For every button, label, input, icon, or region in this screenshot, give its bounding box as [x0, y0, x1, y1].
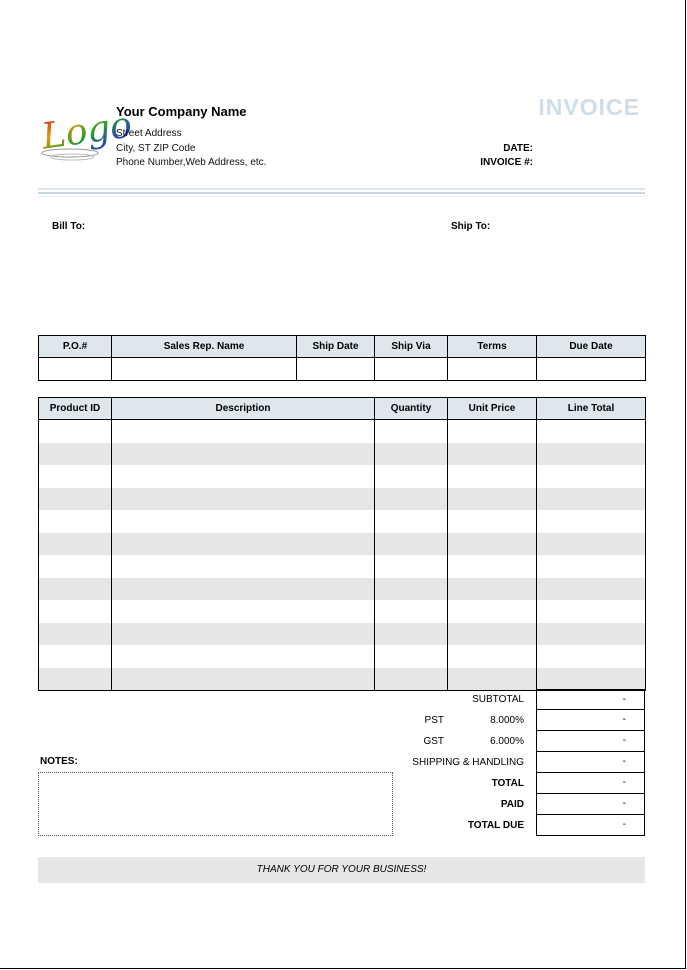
table-row — [39, 510, 646, 533]
pst-value: - — [536, 710, 645, 731]
product-id-cell[interactable] — [39, 645, 112, 668]
quantity-cell[interactable] — [375, 645, 448, 668]
column-header: Sales Rep. Name — [112, 336, 297, 358]
table-row — [39, 533, 646, 556]
invoice-title: INVOICE — [538, 94, 640, 120]
quantity-cell[interactable] — [375, 533, 448, 556]
line-total-cell[interactable] — [537, 668, 646, 691]
product-id-cell[interactable] — [39, 578, 112, 601]
line-items-table — [38, 397, 646, 691]
description-cell[interactable] — [112, 623, 375, 646]
description-cell[interactable] — [112, 488, 375, 511]
ship-date-cell[interactable] — [297, 358, 375, 381]
total-due-value: - — [536, 815, 645, 836]
line-total-cell[interactable] — [537, 420, 646, 443]
unit-price-cell[interactable] — [448, 443, 537, 466]
quantity-cell[interactable] — [375, 510, 448, 533]
company-logo — [39, 95, 135, 167]
description-cell[interactable] — [112, 420, 375, 443]
quantity-cell[interactable] — [375, 555, 448, 578]
line-total-cell[interactable] — [537, 600, 646, 623]
gst-label: GST — [423, 736, 444, 747]
product-id-cell[interactable] — [39, 623, 112, 646]
notes-label: NOTES: — [40, 756, 78, 767]
line-total-cell[interactable] — [537, 443, 646, 466]
notes-field[interactable] — [38, 772, 393, 836]
subtotal-label: SUBTOTAL — [472, 694, 524, 705]
description-cell[interactable] — [112, 578, 375, 601]
header-divider — [38, 188, 645, 190]
due-date-cell[interactable] — [537, 358, 646, 381]
product-id-cell[interactable] — [39, 555, 112, 578]
quantity-cell[interactable] — [375, 465, 448, 488]
description-cell[interactable] — [112, 600, 375, 623]
invoice-number-label: INVOICE #: — [480, 157, 533, 168]
gst-rate: 6.000% — [490, 736, 524, 747]
product-id-cell[interactable] — [39, 533, 112, 556]
unit-price-cell[interactable] — [448, 555, 537, 578]
ship-via-cell[interactable] — [375, 358, 448, 381]
table-row — [39, 623, 646, 646]
line-total-cell[interactable] — [537, 645, 646, 668]
unit-price-cell[interactable] — [448, 645, 537, 668]
table-row — [39, 420, 646, 443]
column-header: Quantity — [375, 398, 448, 420]
table-row — [39, 645, 646, 668]
pst-label: PST — [424, 715, 444, 726]
column-header: Terms — [448, 336, 537, 358]
city-state-zip: City, ST ZIP Code — [116, 143, 196, 154]
line-total-cell[interactable] — [537, 510, 646, 533]
total-value: - — [536, 773, 645, 794]
unit-price-cell[interactable] — [448, 668, 537, 691]
column-header: Product ID — [39, 398, 112, 420]
column-header: Ship Via — [375, 336, 448, 358]
quantity-cell[interactable] — [375, 443, 448, 466]
table-row — [39, 555, 646, 578]
company-name: Your Company Name — [116, 104, 247, 119]
description-cell[interactable] — [112, 668, 375, 691]
shipping-value: - — [536, 752, 645, 773]
thank-you-banner: THANK YOU FOR YOUR BUSINESS! — [38, 857, 645, 883]
unit-price-cell[interactable] — [448, 465, 537, 488]
description-cell[interactable] — [112, 555, 375, 578]
sales-rep-cell[interactable] — [112, 358, 297, 381]
column-header: Line Total — [537, 398, 646, 420]
line-total-cell[interactable] — [537, 555, 646, 578]
column-header: Due Date — [537, 336, 646, 358]
quantity-cell[interactable] — [375, 600, 448, 623]
ship-to-label: Ship To: — [451, 221, 491, 232]
column-header: Description — [112, 398, 375, 420]
table-row — [39, 668, 646, 691]
column-header: Ship Date — [297, 336, 375, 358]
unit-price-cell[interactable] — [448, 600, 537, 623]
quantity-cell[interactable] — [375, 578, 448, 601]
header-divider-2 — [38, 192, 645, 194]
description-cell[interactable] — [112, 465, 375, 488]
line-total-cell[interactable] — [537, 623, 646, 646]
phone-web: Phone Number,Web Address, etc. — [116, 157, 267, 168]
product-id-cell[interactable] — [39, 443, 112, 466]
product-id-cell[interactable] — [39, 668, 112, 691]
header-divider-3 — [38, 196, 645, 197]
line-total-cell[interactable] — [537, 578, 646, 601]
product-id-cell[interactable] — [39, 510, 112, 533]
paid-label: PAID — [500, 799, 524, 810]
description-cell[interactable] — [112, 645, 375, 668]
gst-value: - — [536, 731, 645, 752]
total-due-label: TOTAL DUE — [467, 820, 524, 831]
description-cell[interactable] — [112, 510, 375, 533]
svg-text:Logo: Logo — [39, 104, 135, 158]
date-label: DATE: — [503, 143, 533, 154]
product-id-cell[interactable] — [39, 420, 112, 443]
description-cell[interactable] — [112, 533, 375, 556]
quantity-cell[interactable] — [375, 668, 448, 691]
column-header: Unit Price — [448, 398, 537, 420]
unit-price-cell[interactable] — [448, 488, 537, 511]
line-total-cell[interactable] — [537, 465, 646, 488]
street-address: Street Address — [116, 128, 182, 139]
line-total-cell[interactable] — [537, 488, 646, 511]
product-id-cell[interactable] — [39, 488, 112, 511]
quantity-cell[interactable] — [375, 488, 448, 511]
pst-rate: 8.000% — [490, 715, 524, 726]
paid-value: - — [536, 794, 645, 815]
table-row — [39, 443, 646, 466]
bill-to-label: Bill To: — [52, 221, 86, 232]
unit-price-cell[interactable] — [448, 578, 537, 601]
description-cell[interactable] — [112, 443, 375, 466]
table-row — [39, 578, 646, 601]
unit-price-cell[interactable] — [448, 510, 537, 533]
unit-price-cell[interactable] — [448, 533, 537, 556]
column-header: P.O.# — [39, 336, 112, 358]
order-info-table — [38, 335, 646, 381]
unit-price-cell[interactable] — [448, 420, 537, 443]
table-row — [39, 488, 646, 511]
total-label: TOTAL — [491, 778, 524, 789]
po-cell[interactable] — [39, 358, 112, 381]
shipping-label: SHIPPING & HANDLING — [412, 757, 524, 768]
terms-cell[interactable] — [448, 358, 537, 381]
product-id-cell[interactable] — [39, 465, 112, 488]
table-row — [39, 600, 646, 623]
line-total-cell[interactable] — [537, 533, 646, 556]
table-row — [39, 465, 646, 488]
quantity-cell[interactable] — [375, 420, 448, 443]
product-id-cell[interactable] — [39, 600, 112, 623]
subtotal-value: - — [536, 689, 645, 710]
unit-price-cell[interactable] — [448, 623, 537, 646]
quantity-cell[interactable] — [375, 623, 448, 646]
